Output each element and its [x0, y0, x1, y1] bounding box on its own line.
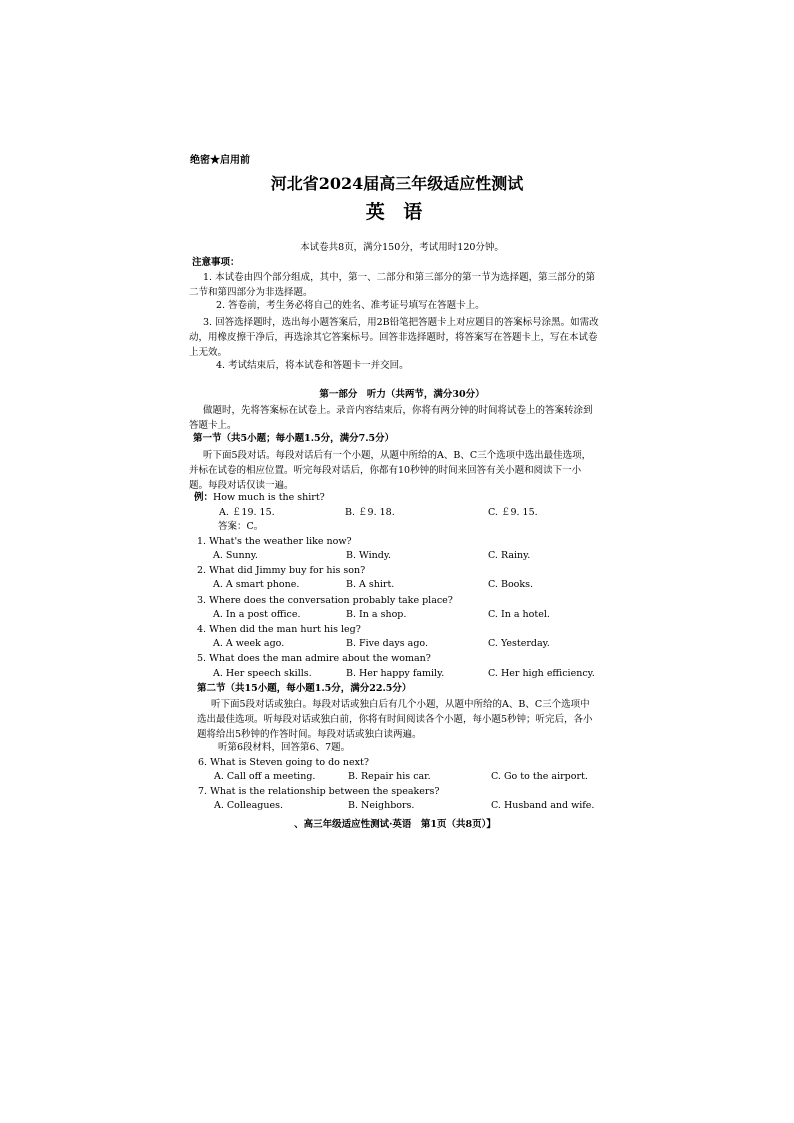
section2-intro: 听下面5段对话或独白。每段对话或独白后有几个小题，从题中所给的A、B、C三个选项中选出最佳选项。听每段对话或独白前，你将有时间阅读各个小题，每小题5秒钟；听完后，各小题将给出5秒钟的作答时间。每段对话或独白读两遍。 — [197, 699, 593, 740]
q5-option-c: C. Her high efficiency. — [488, 668, 595, 679]
example-answer: 答案：C。 — [218, 521, 264, 532]
part1-intro: 做题时，先将答案标在试卷上。录音内容结束后，你将有两分钟的时间将试卷上的答案转涂到答题卡上。 — [189, 405, 593, 431]
q3-option-b: B. In a shop. — [346, 609, 407, 620]
notes-heading: 注意事项： — [192, 257, 240, 268]
example-option-a: A. ￡19. 15. — [219, 507, 275, 518]
section1-intro: 听下面5段对话。每段对话后有一个小题，从题中所给的A、B、C三个选项中选出最佳选项，并标在试卷的相应位置。听完每段对话后，你都有10秒钟的时间来回答有关小题和阅读下一小题。每段对话仅读一遍。 — [189, 450, 592, 491]
q3-option-a: A. In a post office. — [213, 609, 301, 620]
q3-option-c: C. In a hotel. — [488, 609, 550, 620]
q2-option-a: A. A smart phone. — [213, 579, 300, 590]
material-6-instruction: 听第6段材料，回答第6、7题。 — [218, 742, 351, 753]
part1-title: 第一部分 听力（共两节，满分30分） — [319, 389, 485, 400]
section2-title: 第二节（共15小题，每小题1.5分，满分22.5分） — [197, 683, 412, 694]
question-1: 1. What's the weather like now? — [197, 536, 352, 547]
note-item-3: 3. 回答选择题时，选出每小题答案后，用2B铅笔把答题卡上对应题目的答案标号涂黑。如需改动，用橡皮擦干净后，再选涂其它答案标号。回答非选择题时，将答案写在答题卡上，写在本试卷上无效。 — [189, 317, 599, 358]
q4-option-c: C. Yesterday. — [488, 638, 550, 649]
q7-option-c: C. Husband and wife. — [491, 800, 595, 811]
question-4: 4. When did the man hurt his leg? — [197, 624, 361, 635]
q6-option-a: A. Call off a meeting. — [214, 771, 316, 782]
question-5: 5. What does the man admire about the woman? — [197, 653, 431, 664]
q7-option-a: A. Colleagues. — [214, 800, 283, 811]
note-item-4: 4. 考试结束后，将本试卷和答题卡一并交回。 — [216, 360, 409, 371]
question-2: 2. What did Jimmy buy for his son? — [197, 565, 366, 576]
example-question-text: How much is the shirt? — [213, 492, 325, 503]
q2-option-b: B. A shirt. — [346, 579, 395, 590]
example-option-c: C. ￡9. 15. — [488, 507, 538, 518]
note-item-1: 1. 本试卷由四个部分组成，其中，第一、二部分和第三部分的第一节为选择题，第三部分的第二节和第四部分为非选择题。 — [189, 272, 596, 298]
q7-option-b: B. Neighbors. — [348, 800, 415, 811]
q4-option-b: B. Five days ago. — [346, 638, 428, 649]
q5-option-b: B. Her happy family. — [346, 668, 445, 679]
q2-option-c: C. Books. — [488, 579, 534, 590]
section1-title: 第一节（共5小题；每小题1.5分，满分7.5分） — [193, 433, 395, 444]
exam-info: 本试卷共8页，满分150分，考试用时120分钟。 — [300, 242, 504, 253]
page-footer: 、高三年级适应性测试·英语 第1页（共8页）】 — [294, 819, 496, 830]
q4-option-a: A. A week ago. — [213, 638, 285, 649]
exam-title: 河北省2024届高三年级适应性测试 — [270, 174, 524, 193]
question-7: 7. What is the relationship between the speakers? — [198, 786, 440, 797]
question-3: 3. Where does the conversation probably take place? — [197, 595, 453, 606]
q5-option-a: A. Her speech skills. — [213, 668, 312, 679]
subject-title: 英 语 — [365, 201, 429, 223]
question-6: 6. What is Steven going to do next? — [198, 757, 369, 768]
example-label: 例： — [194, 492, 214, 503]
confidential-label: 绝密★启用前 — [190, 155, 250, 166]
q6-option-b: B. Repair his car. — [348, 771, 431, 782]
q1-option-a: A. Sunny. — [213, 550, 258, 561]
q1-option-c: C. Rainy. — [488, 550, 531, 561]
note-item-2: 2. 答卷前，考生务必将自己的姓名、准考证号填写在答题卡上。 — [216, 300, 485, 311]
q1-option-b: B. Windy. — [346, 550, 391, 561]
q6-option-c: C. Go to the airport. — [491, 771, 588, 782]
example-question — [194, 492, 325, 503]
example-option-b: B. ￡9. 18. — [345, 507, 395, 518]
